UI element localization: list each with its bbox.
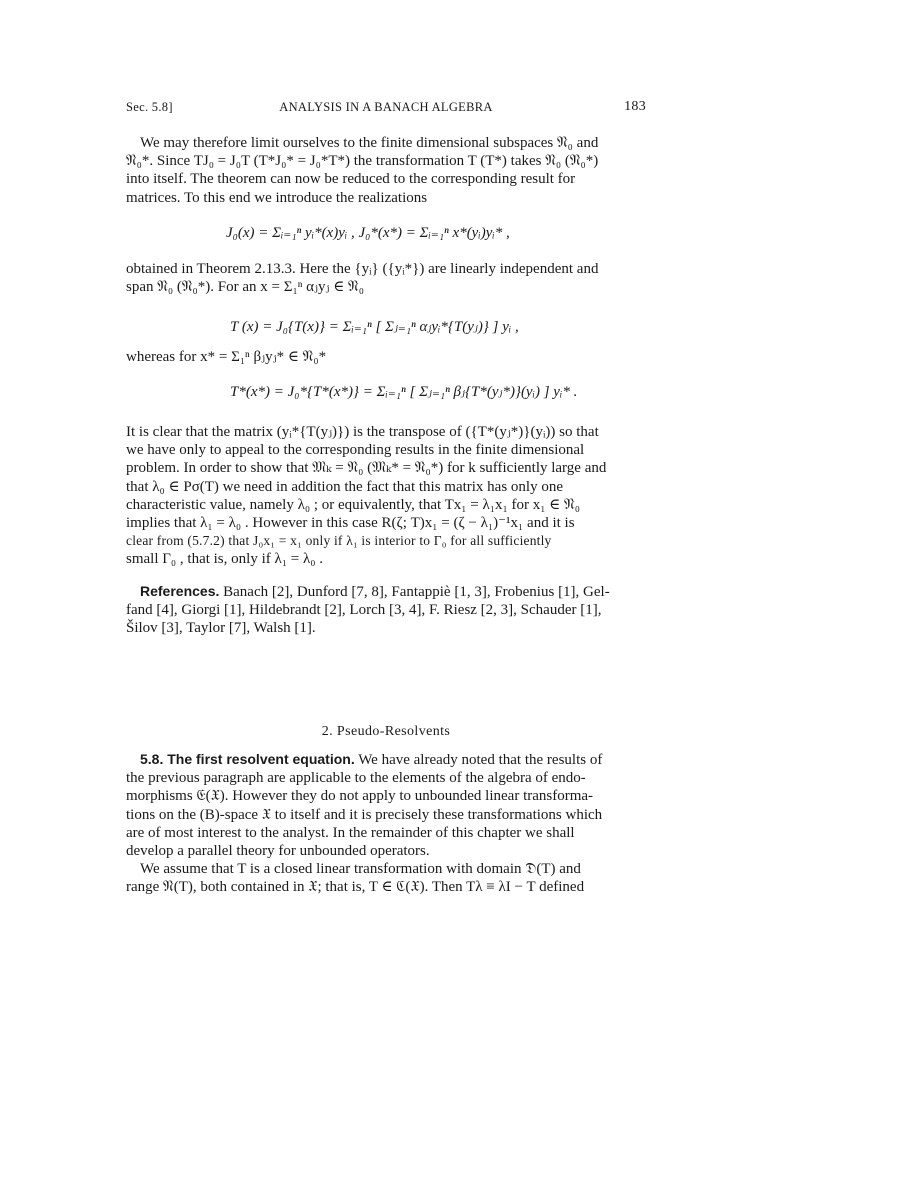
text-line: develop a parallel theory for unbounded operators. <box>126 843 430 860</box>
references-paragraph <box>126 582 646 638</box>
references-text: Banach [2], Dunford [7, 8], Fantappiè [1, 3], Frobenius [1], Gel- <box>223 584 610 600</box>
equation-text: T*(x*) = J₀*{T*(x*)} = Σᵢ₌₁ⁿ [ Σⱼ₌₁ⁿ βⱼ{T*(yⱼ*)}(yᵢ) ] yᵢ* . <box>230 384 578 400</box>
text-line: We assume that T is a closed linear transformation with domain 𝔇(T) and <box>140 861 581 877</box>
paragraph-4 <box>126 423 646 569</box>
text-line: problem. In order to show that 𝔐ₖ = 𝔑₀ (𝔐ₖ* = 𝔑₀*) for k sufficiently large and <box>126 460 607 477</box>
section-reference: Sec. 5.8] <box>126 100 173 114</box>
text-line: We may therefore limit ourselves to the finite dimensional subspaces 𝔑₀ and <box>140 135 599 151</box>
text-line: whereas for x* = Σ₁ⁿ βⱼyⱼ* ∈ 𝔑₀* <box>126 349 327 365</box>
text-line: into itself. The theorem can now be reduced to the corresponding result for <box>126 171 576 188</box>
text-line: matrices. To this end we introduce the realizations <box>126 189 428 206</box>
equation-T-star <box>126 370 646 410</box>
subsection-title: 5.8. The first resolvent equation. <box>140 751 355 767</box>
text-line: that λ₀ ∈ Pσ(T) we need in addition the fact that this matrix has only one <box>126 478 564 495</box>
paragraph-3 <box>126 348 646 366</box>
equation-T-of-x <box>126 305 646 345</box>
text-line <box>126 750 646 769</box>
subsection-text: We have already noted that the results of <box>358 752 603 768</box>
text-line: span 𝔑₀ (𝔑₀*). For an x = Σ₁ⁿ αⱼyⱼ ∈ 𝔑₀ <box>126 279 364 296</box>
text-line: tions on the (B)-space 𝔛 to itself and it is precisely these transformations which <box>126 806 603 823</box>
text-line: It is clear that the matrix (yᵢ*{T(yⱼ)}) is the transpose of ({T*(yⱼ*)}(yᵢ)) so that <box>126 424 599 440</box>
page-number: 183 <box>624 99 646 114</box>
text-line: small Γ₀ , that is, only if λ₁ = λ₀ . <box>126 551 323 568</box>
references-label: References. <box>140 583 220 599</box>
text-line <box>126 582 646 601</box>
section-heading: 2. Pseudo-Resolvents <box>321 724 451 739</box>
text-line: Šilov [3], Taylor [7], Walsh [1]. <box>126 620 316 637</box>
text-line: obtained in Theorem 2.13.3. Here the {yᵢ} ({yᵢ*}) are linearly independent and <box>126 261 599 277</box>
paragraph-1 <box>126 134 646 207</box>
text-line: clear from (5.7.2) that J₀x₁ = x₁ only if λ₁ is interior to Γ₀ for all sufficiently <box>126 533 552 549</box>
equation-text: J₀(x) = Σᵢ₌₁ⁿ yᵢ*(x)yᵢ , J₀*(x*) = Σᵢ₌₁ⁿ x*(yᵢ)yᵢ* , <box>226 225 510 241</box>
text-line: morphisms 𝔈(𝔛). However they do not apply to unbounded linear transforma- <box>126 788 594 805</box>
text-line: 𝔑₀*. Since TJ₀ = J₀T (T*J₀* = J₀*T*) the transformation T (T*) takes 𝔑₀ (𝔑₀*) <box>126 153 599 170</box>
text-line: characteristic value, namely λ₀ ; or equivalently, that Tx₁ = λ₁x₁ for x₁ ∈ 𝔑₀ <box>126 496 580 513</box>
paragraph-6 <box>126 860 646 896</box>
chapter-title: ANALYSIS IN A BANACH ALGEBRA <box>279 100 493 114</box>
text-line: the previous paragraph are applicable to the elements of the algebra of endo- <box>126 770 586 787</box>
text-line: are of most interest to the analyst. In the remainder of this chapter we shall <box>126 824 575 841</box>
equation-realizations <box>126 213 646 253</box>
text-line: fand [4], Giorgi [1], Hildebrandt [2], Lorch [3, 4], F. Riesz [2, 3], Schauder [1], <box>126 602 602 619</box>
text-line: implies that λ₁ = λ₀ . However in this case R(ζ; T)x₁ = (ζ − λ₁)⁻¹x₁ and it is <box>126 515 575 532</box>
text-line: we have only to appeal to the corresponding results in the finite dimensional <box>126 442 585 459</box>
text-line: range 𝔑(T), both contained in 𝔛; that is, T ∈ ℭ(𝔛). Then Tλ ≡ λI − T defined <box>126 879 585 896</box>
paragraph-2 <box>126 260 646 296</box>
equation-text: T (x) = J₀{T(x)} = Σᵢ₌₁ⁿ [ Σⱼ₌₁ⁿ αⱼyᵢ*{T(yⱼ)} ] yᵢ , <box>230 319 519 335</box>
paragraph-5 <box>126 750 646 860</box>
